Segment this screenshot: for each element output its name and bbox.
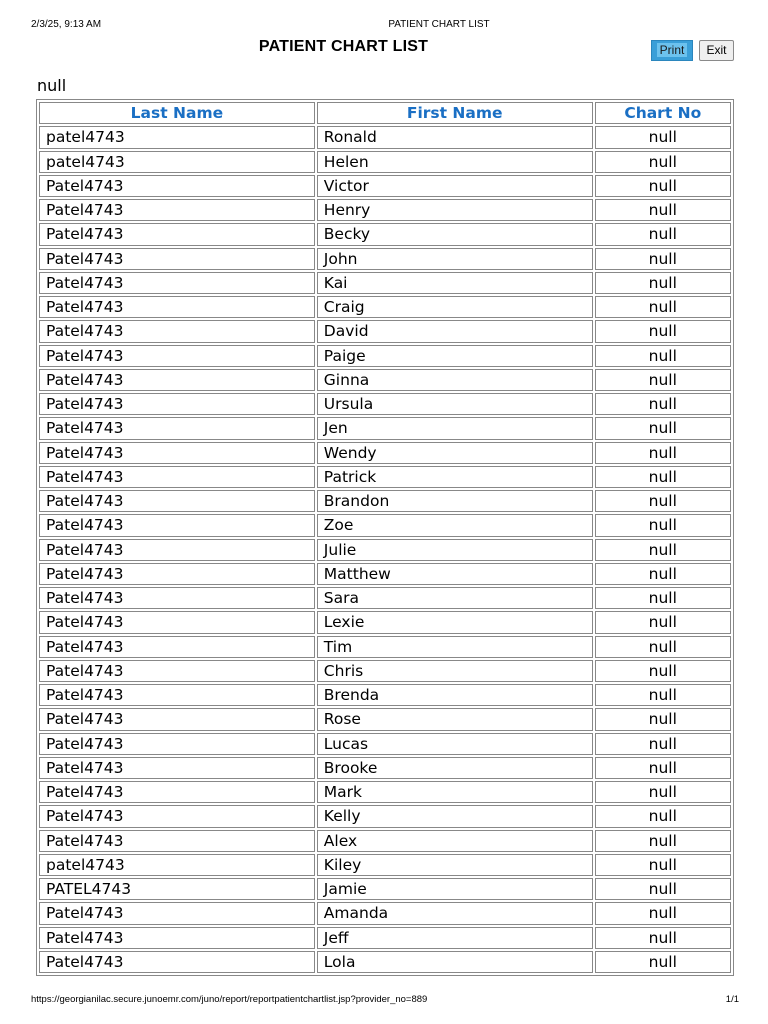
- table-row: [39, 417, 731, 439]
- table-row: [39, 733, 731, 755]
- table-row: [39, 126, 731, 148]
- cell-chart-no: null: [595, 272, 731, 294]
- cell-chart-no: null: [595, 126, 731, 148]
- cell-first-name: Brooke: [317, 757, 593, 779]
- cell-last-name: Patel4743: [39, 611, 315, 633]
- cell-chart-no: null: [595, 296, 731, 318]
- cell-chart-no: null: [595, 466, 731, 488]
- cell-first-name: Wendy: [317, 442, 593, 464]
- table-row: [39, 514, 731, 536]
- cell-first-name: Matthew: [317, 563, 593, 585]
- cell-first-name: Ursula: [317, 393, 593, 415]
- cell-first-name: Lola: [317, 951, 593, 973]
- print-header-title: PATIENT CHART LIST: [388, 19, 490, 30]
- cell-last-name: patel4743: [39, 151, 315, 173]
- cell-last-name: Patel4743: [39, 927, 315, 949]
- cell-first-name: Alex: [317, 830, 593, 852]
- print-button-label: Print: [657, 43, 688, 57]
- print-header: [0, 19, 768, 33]
- cell-first-name: Chris: [317, 660, 593, 682]
- table-body: [39, 126, 731, 973]
- exit-button[interactable]: Exit: [699, 40, 734, 61]
- cell-last-name: Patel4743: [39, 393, 315, 415]
- table-row: [39, 223, 731, 245]
- cell-last-name: Patel4743: [39, 369, 315, 391]
- table-row: [39, 660, 731, 682]
- table-row: [39, 805, 731, 827]
- table-row: [39, 636, 731, 658]
- cell-last-name: Patel4743: [39, 296, 315, 318]
- table-row: [39, 466, 731, 488]
- cell-first-name: Rose: [317, 708, 593, 730]
- table-row: [39, 320, 731, 342]
- table-row: [39, 902, 731, 924]
- cell-chart-no: null: [595, 878, 731, 900]
- cell-chart-no: null: [595, 248, 731, 270]
- table-row: [39, 611, 731, 633]
- table-row: [39, 951, 731, 973]
- cell-chart-no: null: [595, 393, 731, 415]
- cell-chart-no: null: [595, 660, 731, 682]
- cell-first-name: Tim: [317, 636, 593, 658]
- table-row: [39, 248, 731, 270]
- patient-table-container: [36, 99, 734, 976]
- table-row: [39, 830, 731, 852]
- cell-last-name: Patel4743: [39, 539, 315, 561]
- cell-chart-no: null: [595, 369, 731, 391]
- cell-chart-no: null: [595, 781, 731, 803]
- cell-last-name: Patel4743: [39, 345, 315, 367]
- cell-chart-no: null: [595, 223, 731, 245]
- column-header-last-name: Last Name: [39, 102, 315, 124]
- cell-chart-no: null: [595, 442, 731, 464]
- cell-first-name: Jeff: [317, 927, 593, 949]
- cell-first-name: Ronald: [317, 126, 593, 148]
- cell-chart-no: null: [595, 514, 731, 536]
- cell-chart-no: null: [595, 830, 731, 852]
- cell-first-name: Paige: [317, 345, 593, 367]
- cell-last-name: patel4743: [39, 126, 315, 148]
- footer-url: https://georgianilac.secure.junoemr.com/juno/report/reportpatientchartlist.jsp?provider_no=889: [31, 994, 428, 1005]
- table-row: [39, 393, 731, 415]
- cell-first-name: John: [317, 248, 593, 270]
- cell-first-name: Victor: [317, 175, 593, 197]
- table-row: [39, 175, 731, 197]
- cell-last-name: Patel4743: [39, 830, 315, 852]
- cell-first-name: Mark: [317, 781, 593, 803]
- print-datetime: 2/3/25, 9:13 AM: [31, 19, 102, 30]
- table-row: [39, 757, 731, 779]
- table-row: [39, 369, 731, 391]
- cell-chart-no: null: [595, 854, 731, 876]
- cell-chart-no: null: [595, 611, 731, 633]
- cell-last-name: Patel4743: [39, 248, 315, 270]
- cell-chart-no: null: [595, 490, 731, 512]
- cell-first-name: Julie: [317, 539, 593, 561]
- cell-last-name: Patel4743: [39, 781, 315, 803]
- cell-chart-no: null: [595, 417, 731, 439]
- cell-chart-no: null: [595, 805, 731, 827]
- cell-first-name: Kai: [317, 272, 593, 294]
- patient-chart-table: [36, 99, 734, 976]
- cell-chart-no: null: [595, 151, 731, 173]
- cell-last-name: Patel4743: [39, 223, 315, 245]
- cell-last-name: Patel4743: [39, 490, 315, 512]
- cell-chart-no: null: [595, 733, 731, 755]
- cell-last-name: Patel4743: [39, 175, 315, 197]
- cell-last-name: Patel4743: [39, 660, 315, 682]
- table-row: [39, 927, 731, 949]
- cell-chart-no: null: [595, 951, 731, 973]
- cell-chart-no: null: [595, 587, 731, 609]
- page-title: PATIENT CHART LIST: [258, 38, 429, 55]
- cell-chart-no: null: [595, 563, 731, 585]
- provider-label: null: [37, 76, 67, 95]
- cell-chart-no: null: [595, 345, 731, 367]
- cell-last-name: Patel4743: [39, 563, 315, 585]
- cell-last-name: Patel4743: [39, 417, 315, 439]
- table-row: [39, 490, 731, 512]
- cell-last-name: PATEL4743: [39, 878, 315, 900]
- cell-chart-no: null: [595, 927, 731, 949]
- cell-last-name: Patel4743: [39, 199, 315, 221]
- cell-last-name: Patel4743: [39, 805, 315, 827]
- cell-first-name: Brenda: [317, 684, 593, 706]
- cell-last-name: Patel4743: [39, 902, 315, 924]
- table-row: [39, 539, 731, 561]
- cell-chart-no: null: [595, 684, 731, 706]
- cell-chart-no: null: [595, 199, 731, 221]
- cell-first-name: Amanda: [317, 902, 593, 924]
- cell-first-name: Kelly: [317, 805, 593, 827]
- cell-chart-no: null: [595, 636, 731, 658]
- table-row: [39, 781, 731, 803]
- cell-chart-no: null: [595, 320, 731, 342]
- table-header-row: [39, 102, 731, 124]
- cell-last-name: Patel4743: [39, 757, 315, 779]
- table-row: [39, 345, 731, 367]
- cell-chart-no: null: [595, 902, 731, 924]
- cell-chart-no: null: [595, 539, 731, 561]
- cell-first-name: Lexie: [317, 611, 593, 633]
- table-row: [39, 442, 731, 464]
- table-row: [39, 151, 731, 173]
- cell-last-name: Patel4743: [39, 320, 315, 342]
- cell-last-name: Patel4743: [39, 733, 315, 755]
- cell-last-name: Patel4743: [39, 272, 315, 294]
- table-row: [39, 563, 731, 585]
- table-row: [39, 296, 731, 318]
- footer-page-number: 1/1: [725, 994, 739, 1005]
- cell-first-name: Kiley: [317, 854, 593, 876]
- table-row: [39, 708, 731, 730]
- table-row: [39, 854, 731, 876]
- print-button[interactable]: [651, 40, 693, 61]
- cell-last-name: Patel4743: [39, 587, 315, 609]
- cell-first-name: Lucas: [317, 733, 593, 755]
- cell-first-name: Jen: [317, 417, 593, 439]
- table-row: [39, 684, 731, 706]
- cell-first-name: Henry: [317, 199, 593, 221]
- cell-last-name: Patel4743: [39, 684, 315, 706]
- cell-last-name: Patel4743: [39, 442, 315, 464]
- cell-last-name: Patel4743: [39, 951, 315, 973]
- cell-chart-no: null: [595, 175, 731, 197]
- cell-first-name: Sara: [317, 587, 593, 609]
- cell-chart-no: null: [595, 708, 731, 730]
- cell-last-name: patel4743: [39, 854, 315, 876]
- cell-first-name: Brandon: [317, 490, 593, 512]
- cell-first-name: Becky: [317, 223, 593, 245]
- cell-last-name: Patel4743: [39, 708, 315, 730]
- cell-chart-no: null: [595, 757, 731, 779]
- table-row: [39, 272, 731, 294]
- cell-first-name: Patrick: [317, 466, 593, 488]
- cell-first-name: David: [317, 320, 593, 342]
- column-header-first-name: First Name: [317, 102, 593, 124]
- cell-first-name: Zoe: [317, 514, 593, 536]
- cell-first-name: Helen: [317, 151, 593, 173]
- cell-first-name: Ginna: [317, 369, 593, 391]
- table-row: [39, 587, 731, 609]
- table-row: [39, 878, 731, 900]
- table-row: [39, 199, 731, 221]
- cell-last-name: Patel4743: [39, 514, 315, 536]
- cell-last-name: Patel4743: [39, 636, 315, 658]
- cell-last-name: Patel4743: [39, 466, 315, 488]
- cell-first-name: Craig: [317, 296, 593, 318]
- column-header-chart-no: Chart No: [595, 102, 731, 124]
- cell-first-name: Jamie: [317, 878, 593, 900]
